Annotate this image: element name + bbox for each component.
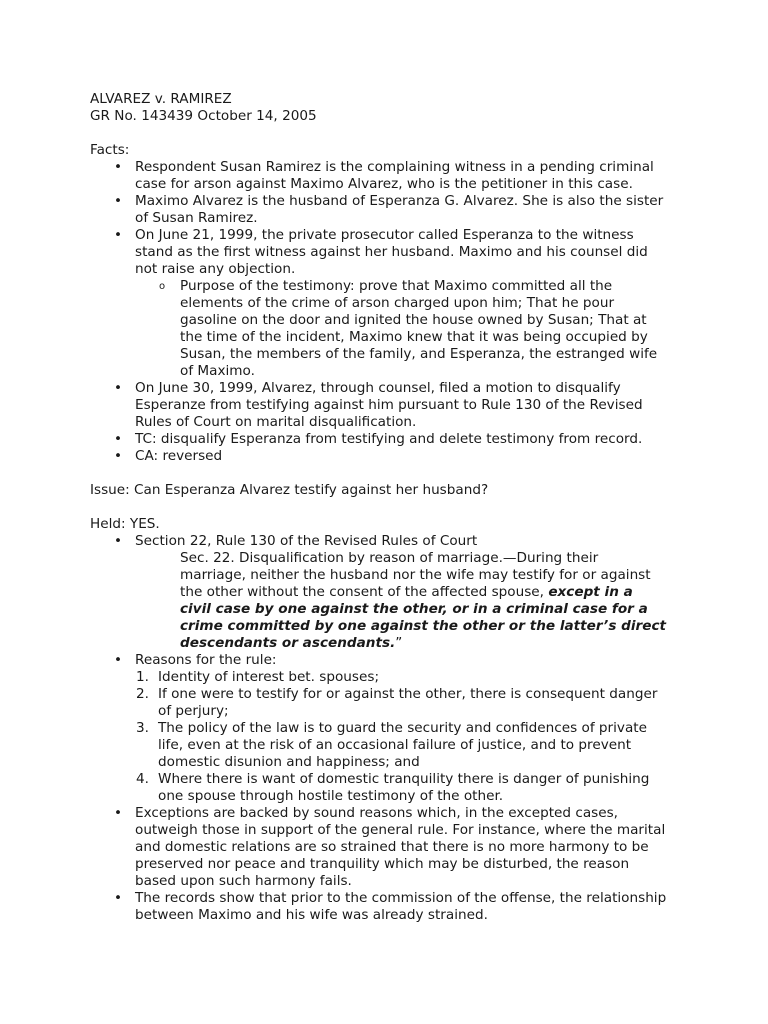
held-item-exceptions: • Exceptions are backed by sound reasons which, in the excepted cases, outweigh those in support of the general rule. For instance, where the marital and domestic relations are so strained that there is no more harmony to be preserved nor peace and tranquility which may be disturbed, the reason based upon such harmony fails. <box>114 805 666 889</box>
statute-quote: Sec. 22. Disqualification by reason of marriage.—During their marriage, neither the husband nor the wife may testify for or against the other without the consent of the affected spouse, except in a civil case by one against the other, or in a criminal case for a crime committed by one against the other or the latter’s direct descendants or ascendants.” <box>180 550 667 651</box>
reason-item: 1. Identity of interest bet. spouses; <box>136 669 380 685</box>
facts-sub-item: o Purpose of the testimony: prove that Maximo committed all the elements of the crime of arson charged upon him; That he pour gasoline on the door and ignited the house owned by Susan; That at the time of the incident, Maximo knew that it was being occupied by Susan, the members of the family, and Esperanza, the estranged wife of Maximo. <box>159 278 658 379</box>
held-item-reasons: • Reasons for the rule: <box>114 652 277 668</box>
bullet-icon: • <box>114 380 123 396</box>
bullet-icon: • <box>114 448 123 464</box>
bullet-icon: • <box>114 652 123 668</box>
reason-item: 2. If one were to testify for or against the other, there is consequent danger of perjury; <box>136 686 658 719</box>
case-gr-number: GR No. 143439 October 14, 2005 <box>90 108 317 124</box>
bullet-icon: • <box>114 533 123 549</box>
facts-item: • On June 21, 1999, the private prosecutor called Esperanza to the witness stand as the first witness against her husband. Maximo and his counsel did not raise any objection. <box>114 227 648 277</box>
bullet-icon: • <box>114 805 123 821</box>
case-title: ALVAREZ v. RAMIREZ <box>90 91 232 107</box>
document-body <box>90 91 690 924</box>
reason-item: 4. Where there is want of domestic tranquility there is danger of punishing one spouse through hostile testimony of the other. <box>136 771 650 804</box>
facts-label: Facts: <box>90 142 130 158</box>
hollow-bullet-icon: o <box>159 281 166 292</box>
held-label: Held: YES. <box>90 516 160 532</box>
facts-item: • On June 30, 1999, Alvarez, through counsel, filed a motion to disqualify Esperanze from testifying against him pursuant to Rule 130 of the Revised Rules of Court on marital disqualification. <box>114 380 643 430</box>
held-item-section: • Section 22, Rule 130 of the Revised Rules of Court <box>114 533 478 549</box>
facts-item: • Maximo Alvarez is the husband of Esperanza G. Alvarez. She is also the sister of Susan Ramirez. <box>114 193 664 226</box>
held-item-records: • The records show that prior to the commission of the offense, the relationship between Maximo and his wife was already strained. <box>114 890 667 923</box>
bullet-icon: • <box>114 193 123 209</box>
bullet-icon: • <box>114 159 123 175</box>
facts-item: • Respondent Susan Ramirez is the complaining witness in a pending criminal case for arson against Maximo Alvarez, who is the petitioner in this case. <box>114 159 654 192</box>
reason-item: 3. The policy of the law is to guard the security and confidences of private life, even at the risk of an occasional failure of justice, and to prevent domestic disunion and happiness; and <box>136 720 647 770</box>
issue-text: Issue: Can Esperanza Alvarez testify against her husband? <box>90 482 489 498</box>
facts-item: • CA: reversed <box>114 448 223 464</box>
bullet-icon: • <box>114 431 123 447</box>
facts-item: • TC: disqualify Esperanza from testifying and delete testimony from record. <box>114 431 643 447</box>
bullet-icon: • <box>114 227 123 243</box>
bullet-icon: • <box>114 890 123 906</box>
